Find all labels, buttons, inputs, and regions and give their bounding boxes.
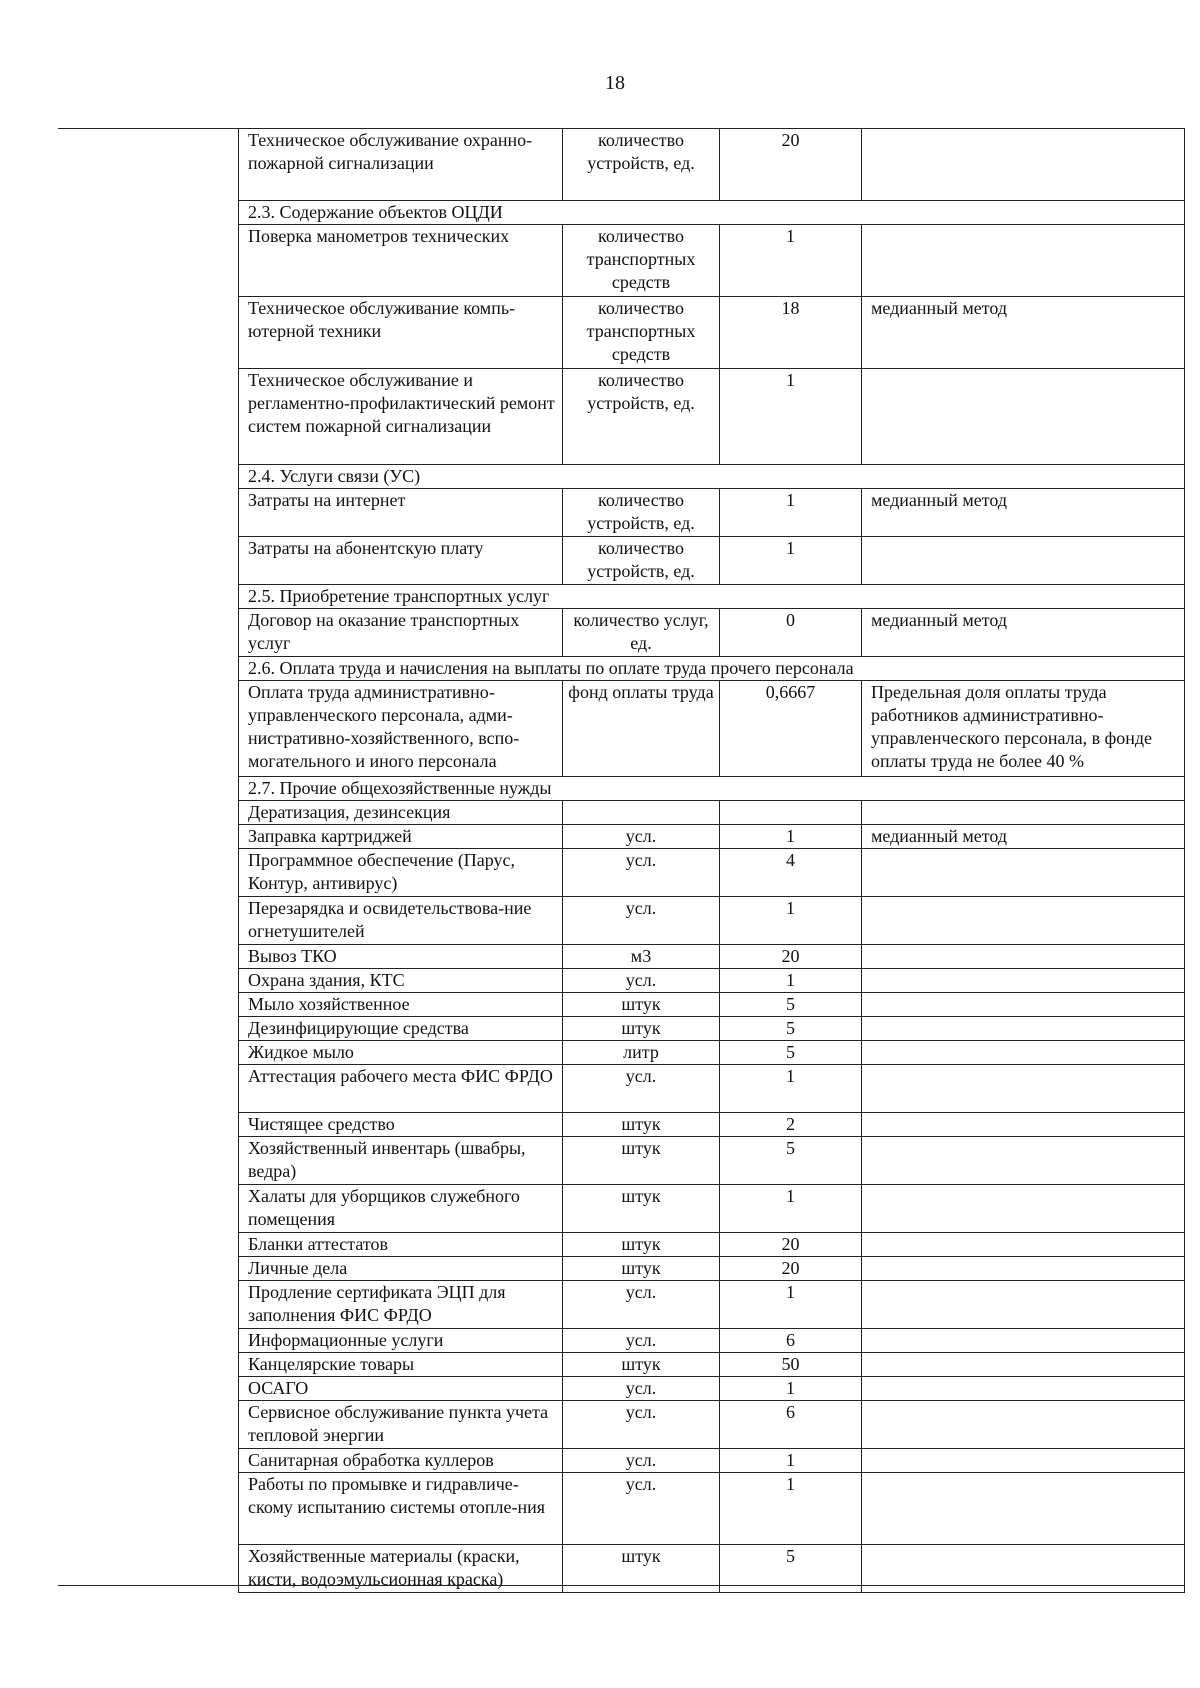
item-note xyxy=(862,1041,1185,1065)
item-name: Техническое обслуживание охранно-пожарной сигнализации xyxy=(239,129,563,201)
item-unit: м3 xyxy=(563,945,720,969)
item-unit: количество услуг, ед. xyxy=(563,609,720,657)
item-quantity: 50 xyxy=(720,1353,862,1377)
item-note xyxy=(862,537,1185,585)
item-unit: количество устройств, ед. xyxy=(563,537,720,585)
item-note xyxy=(862,1065,1185,1113)
table-row xyxy=(239,1113,1185,1137)
section-title: 2.5. Приобретение транспортных услуг xyxy=(239,585,1185,609)
item-name: ОСАГО xyxy=(239,1377,563,1401)
table-row xyxy=(239,825,1185,849)
table-body xyxy=(239,129,1185,1593)
table-row xyxy=(239,1329,1185,1353)
item-quantity: 2 xyxy=(720,1113,862,1137)
item-name: Жидкое мыло xyxy=(239,1041,563,1065)
item-unit: усл. xyxy=(563,1401,720,1449)
section-row xyxy=(239,201,1185,225)
item-quantity: 5 xyxy=(720,1545,862,1593)
item-unit: штук xyxy=(563,1257,720,1281)
item-unit: количество устройств, ед. xyxy=(563,489,720,537)
item-quantity: 1 xyxy=(720,1449,862,1473)
item-name: Затраты на интернет xyxy=(239,489,563,537)
item-unit: штук xyxy=(563,1233,720,1257)
table-row xyxy=(239,849,1185,897)
item-note xyxy=(862,993,1185,1017)
item-note xyxy=(862,897,1185,945)
table-row xyxy=(239,1377,1185,1401)
item-note: медианный метод xyxy=(862,489,1185,537)
item-note xyxy=(862,1137,1185,1185)
table-row xyxy=(239,537,1185,585)
item-note xyxy=(862,1449,1185,1473)
section-row xyxy=(239,657,1185,681)
section-title: 2.4. Услуги связи (УС) xyxy=(239,465,1185,489)
item-note xyxy=(862,945,1185,969)
item-quantity: 20 xyxy=(720,945,862,969)
item-unit: усл. xyxy=(563,1377,720,1401)
item-note xyxy=(862,969,1185,993)
table-row xyxy=(239,969,1185,993)
table-row xyxy=(239,489,1185,537)
cost-norms-table xyxy=(238,128,1185,1593)
item-note xyxy=(862,849,1185,897)
item-quantity: 1 xyxy=(720,1473,862,1545)
table-row xyxy=(239,225,1185,297)
item-quantity: 20 xyxy=(720,129,862,201)
item-unit: количество транспортных средств xyxy=(563,225,720,297)
table-row xyxy=(239,1353,1185,1377)
item-name: Техническое обслуживание и регламентно-профилактический ремонт систем пожарной сигнализации xyxy=(239,369,563,465)
item-name: Охрана здания, КТС xyxy=(239,969,563,993)
item-note: медианный метод xyxy=(862,297,1185,369)
table-row xyxy=(239,1041,1185,1065)
item-name: Мыло хозяйственное xyxy=(239,993,563,1017)
item-note xyxy=(862,1473,1185,1545)
item-unit: штук xyxy=(563,1185,720,1233)
item-quantity: 20 xyxy=(720,1257,862,1281)
item-note xyxy=(862,1281,1185,1329)
item-quantity: 1 xyxy=(720,225,862,297)
item-quantity: 1 xyxy=(720,369,862,465)
item-note xyxy=(862,1353,1185,1377)
table-row xyxy=(239,1281,1185,1329)
table-row xyxy=(239,1401,1185,1449)
item-quantity: 5 xyxy=(720,1041,862,1065)
item-note xyxy=(862,1257,1185,1281)
item-note xyxy=(862,1377,1185,1401)
item-unit: усл. xyxy=(563,1065,720,1113)
item-unit: количество устройств, ед. xyxy=(563,369,720,465)
item-unit: усл. xyxy=(563,825,720,849)
item-unit: усл. xyxy=(563,897,720,945)
table-row xyxy=(239,1185,1185,1233)
item-unit: штук xyxy=(563,993,720,1017)
item-name: Хозяйственные материалы (краски, кисти, водоэмульсионная краска) xyxy=(239,1545,563,1593)
item-unit: усл. xyxy=(563,1473,720,1545)
bottom-rule xyxy=(58,1585,1184,1586)
section-row xyxy=(239,585,1185,609)
item-note xyxy=(862,1185,1185,1233)
item-name: Вывоз ТКО xyxy=(239,945,563,969)
table-row xyxy=(239,297,1185,369)
item-quantity: 1 xyxy=(720,1281,862,1329)
section-title: 2.6. Оплата труда и начисления на выплаты по оплате труда прочего персонала xyxy=(239,657,1185,681)
item-unit: усл. xyxy=(563,1281,720,1329)
table-row xyxy=(239,1233,1185,1257)
item-unit: усл. xyxy=(563,969,720,993)
item-quantity: 5 xyxy=(720,1137,862,1185)
item-quantity: 20 xyxy=(720,1233,862,1257)
item-unit: усл. xyxy=(563,1449,720,1473)
item-quantity: 6 xyxy=(720,1401,862,1449)
item-quantity: 5 xyxy=(720,1017,862,1041)
item-quantity: 18 xyxy=(720,297,862,369)
item-note xyxy=(862,225,1185,297)
item-unit: штук xyxy=(563,1017,720,1041)
item-unit xyxy=(563,801,720,825)
section-title: 2.3. Содержание объектов ОЦДИ xyxy=(239,201,1185,225)
item-quantity: 4 xyxy=(720,849,862,897)
table-row xyxy=(239,609,1185,657)
table-row xyxy=(239,129,1185,201)
item-quantity: 1 xyxy=(720,1185,862,1233)
item-name: Хозяйственный инвентарь (швабры, ведра) xyxy=(239,1137,563,1185)
item-name: Поверка манометров технических xyxy=(239,225,563,297)
item-note: медианный метод xyxy=(862,609,1185,657)
item-name: Затраты на абонентскую плату xyxy=(239,537,563,585)
item-unit: штук xyxy=(563,1113,720,1137)
item-quantity: 0 xyxy=(720,609,862,657)
table-row xyxy=(239,897,1185,945)
item-unit: штук xyxy=(563,1545,720,1593)
item-note xyxy=(862,801,1185,825)
item-unit: литр xyxy=(563,1041,720,1065)
item-note: медианный метод xyxy=(862,825,1185,849)
table-row xyxy=(239,1065,1185,1113)
item-note xyxy=(862,369,1185,465)
item-name: Заправка картриджей xyxy=(239,825,563,849)
item-name: Бланки аттестатов xyxy=(239,1233,563,1257)
table-row xyxy=(239,1017,1185,1041)
item-unit: штук xyxy=(563,1137,720,1185)
table-row xyxy=(239,945,1185,969)
item-name: Халаты для уборщиков служебного помещения xyxy=(239,1185,563,1233)
table-row xyxy=(239,1473,1185,1545)
section-row xyxy=(239,465,1185,489)
item-name: Санитарная обработка куллеров xyxy=(239,1449,563,1473)
item-note xyxy=(862,1233,1185,1257)
item-name: Дератизация, дезинсекция xyxy=(239,801,563,825)
item-name: Информационные услуги xyxy=(239,1329,563,1353)
item-unit: количество транспортных средств xyxy=(563,297,720,369)
item-name: Программное обеспечение (Парус, Контур, антивирус) xyxy=(239,849,563,897)
section-row xyxy=(239,777,1185,801)
item-name: Дезинфицирующие средства xyxy=(239,1017,563,1041)
item-note xyxy=(862,1017,1185,1041)
item-quantity: 1 xyxy=(720,1377,862,1401)
item-quantity: 1 xyxy=(720,489,862,537)
item-name: Канцелярские товары xyxy=(239,1353,563,1377)
item-note xyxy=(862,1113,1185,1137)
item-name: Личные дела xyxy=(239,1257,563,1281)
page-number: 18 xyxy=(605,72,625,94)
item-name: Продление сертификата ЭЦП для заполнения ФИС ФРДО xyxy=(239,1281,563,1329)
item-quantity: 0,6667 xyxy=(720,681,862,777)
item-name: Работы по промывке и гидравличе-скому испытанию системы отопле-ния xyxy=(239,1473,563,1545)
item-name: Перезарядка и освидетельствова-ние огнетушителей xyxy=(239,897,563,945)
item-name: Договор на оказание транспортных услуг xyxy=(239,609,563,657)
item-name: Оплата труда административно-управленческого персонала, адми-нистративно-хозяйственного, вспо-могательного и иного персонала xyxy=(239,681,563,777)
item-quantity: 1 xyxy=(720,537,862,585)
item-quantity: 1 xyxy=(720,1065,862,1113)
item-unit: фонд оплаты труда xyxy=(563,681,720,777)
item-quantity: 1 xyxy=(720,825,862,849)
item-name: Техническое обслуживание компь-ютерной техники xyxy=(239,297,563,369)
item-note xyxy=(862,129,1185,201)
item-unit: усл. xyxy=(563,1329,720,1353)
table-row xyxy=(239,1257,1185,1281)
item-unit: количество устройств, ед. xyxy=(563,129,720,201)
item-quantity: 5 xyxy=(720,993,862,1017)
item-quantity xyxy=(720,801,862,825)
item-unit: усл. xyxy=(563,849,720,897)
item-quantity: 1 xyxy=(720,897,862,945)
item-note: Предельная доля оплаты труда работников административно-управленческого персонала, в фонде оплаты труда не более 40 % xyxy=(862,681,1185,777)
item-name: Аттестация рабочего места ФИС ФРДО xyxy=(239,1065,563,1113)
item-note xyxy=(862,1329,1185,1353)
table-row xyxy=(239,993,1185,1017)
item-name: Сервисное обслуживание пункта учета тепловой энергии xyxy=(239,1401,563,1449)
item-quantity: 1 xyxy=(720,969,862,993)
table-row xyxy=(239,1449,1185,1473)
table-row xyxy=(239,369,1185,465)
section-title: 2.7. Прочие общехозяйственные нужды xyxy=(239,777,1185,801)
table-row xyxy=(239,801,1185,825)
item-note xyxy=(862,1401,1185,1449)
item-name: Чистящее средство xyxy=(239,1113,563,1137)
item-quantity: 6 xyxy=(720,1329,862,1353)
table-row xyxy=(239,1137,1185,1185)
item-unit: штук xyxy=(563,1353,720,1377)
table-row xyxy=(239,681,1185,777)
